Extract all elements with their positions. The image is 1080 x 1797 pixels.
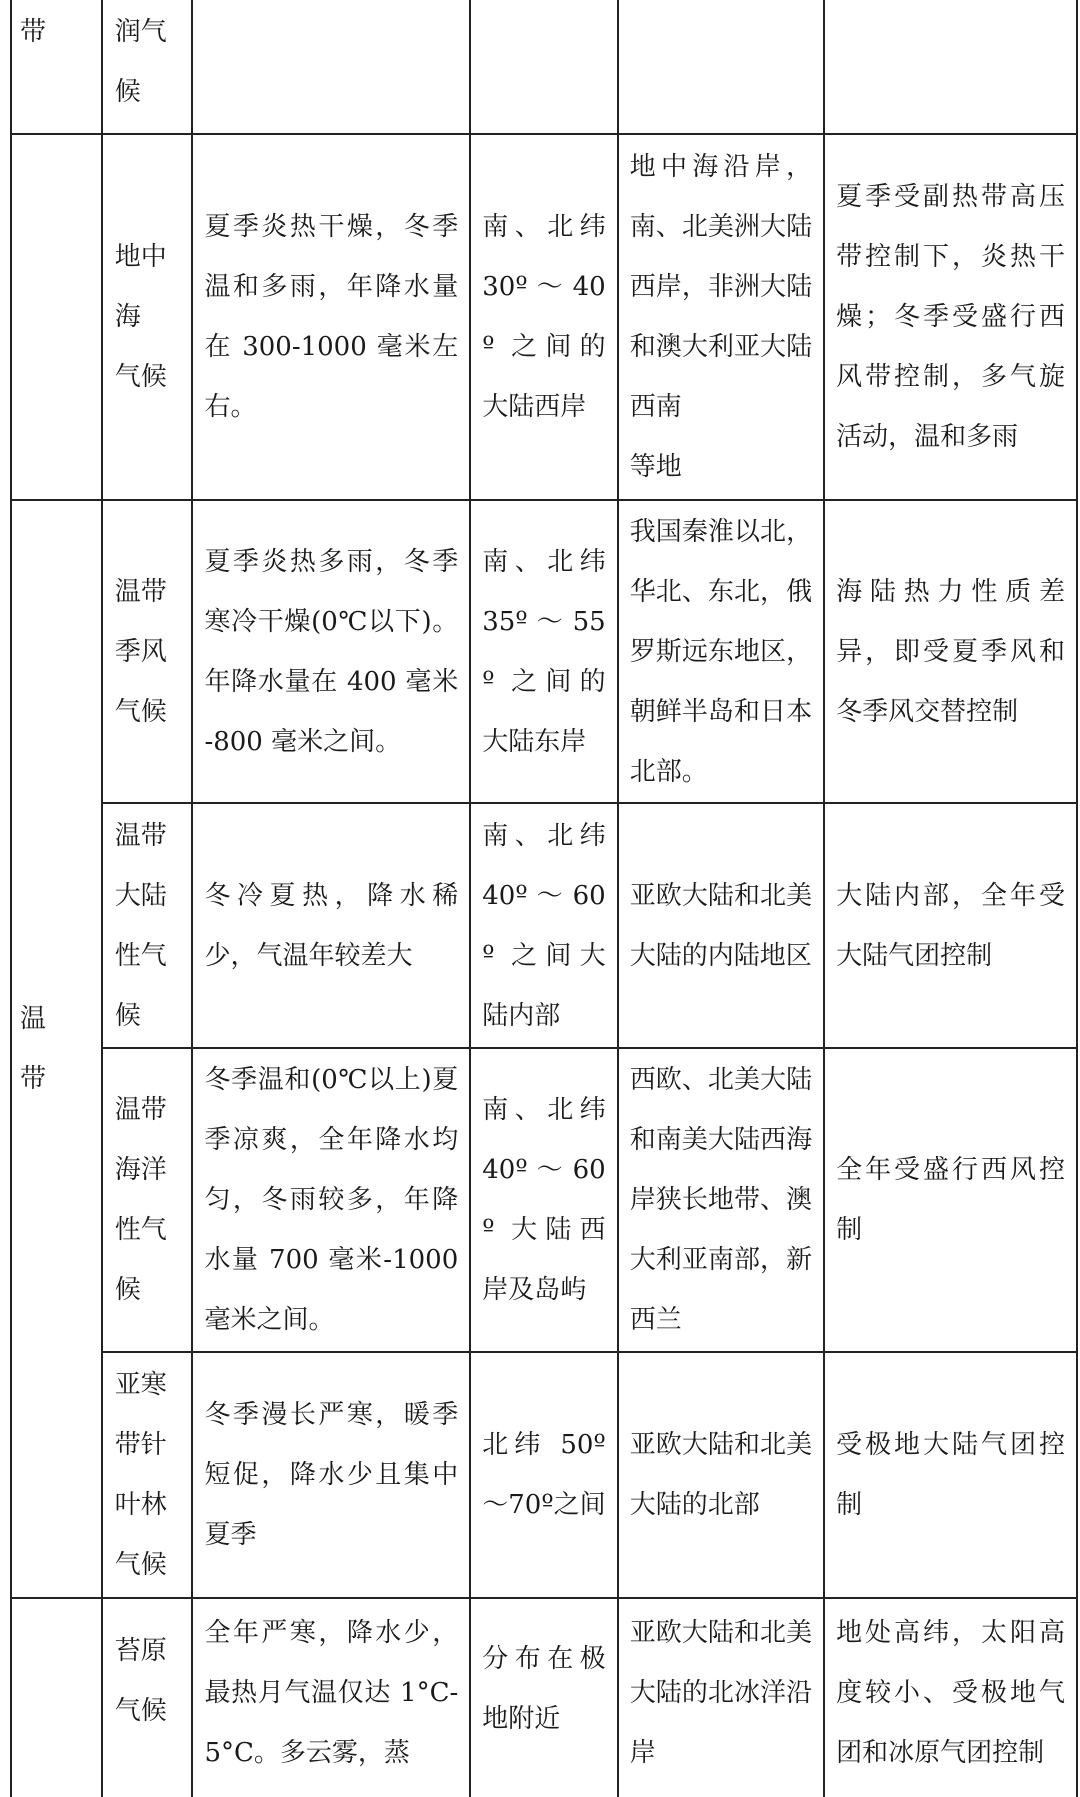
climate-name-cell: 温带 季风 气候: [102, 500, 193, 803]
features-cell: 夏季炎热多雨，冬季寒冷干燥(0℃以下)。年降水量在 400 毫米 -800 毫米之间。: [192, 500, 470, 803]
regions-cell: 我国秦淮以北，华北、东北，俄罗斯远东地区，朝鲜半岛和日本北部。: [618, 500, 824, 803]
table-row: [11, 500, 1077, 803]
climate-table: [10, 0, 1078, 1797]
climate-name-cell: 润气 候: [102, 0, 193, 134]
features-cell: [192, 0, 470, 134]
cause-cell: 受极地大陆气团控制: [824, 1352, 1077, 1598]
zone-cell: [11, 1598, 102, 1797]
zone-cell: 带: [11, 0, 102, 134]
climate-name-cell: 苔原 气候: [102, 1598, 193, 1797]
climate-name-cell: 温带 海洋 性气 候: [102, 1048, 193, 1352]
table-row: [11, 1048, 1077, 1352]
distribution-cell: 北纬 50º～70º之间: [470, 1352, 617, 1598]
regions-cell: 亚欧大陆和北美大陆的北部: [618, 1352, 824, 1598]
cause-cell: [824, 0, 1077, 134]
features-cell: 冬冷夏热，降水稀少，气温年较差大: [192, 803, 470, 1048]
regions-cell: 亚欧大陆和北美大陆的内陆地区: [618, 803, 824, 1048]
features-cell: 全年严寒，降水少，最热月气温仅达 1°C-5°C。多云雾，蒸: [192, 1598, 470, 1797]
regions-cell: 西欧、北美大陆和南美大陆西海岸狭长地带、澳大利亚南部，新西兰: [618, 1048, 824, 1352]
features-cell: 冬季温和(0℃以上)夏季凉爽，全年降水均匀，冬雨较多，年降水量 700 毫米-1000 毫米之间。: [192, 1048, 470, 1352]
distribution-cell: 南、北纬 40º ～ 60º 之间大陆内部: [470, 803, 617, 1048]
cause-cell: 大陆内部，全年受大陆气团控制: [824, 803, 1077, 1048]
table-row: [11, 1352, 1077, 1598]
regions-cell: [618, 0, 824, 134]
distribution-cell: [470, 0, 617, 134]
distribution-cell: 南、北纬 30º ～ 40º 之间的大陆西岸: [470, 134, 617, 500]
table-row: [11, 1598, 1077, 1797]
cause-cell: 全年受盛行西风控制: [824, 1048, 1077, 1352]
climate-name-cell: 亚寒 带针 叶林 气候: [102, 1352, 193, 1598]
climate-name-cell: 地中 海 气候: [102, 134, 193, 500]
distribution-cell: 南、北纬 35º ～ 55º 之间的大陆东岸: [470, 500, 617, 803]
regions-cell: 地中海沿岸，南、北美洲大陆西岸，非洲大陆和澳大利亚大陆西南 等地: [618, 134, 824, 500]
zone-cell: 温 带: [11, 500, 102, 1598]
zone-cell: [11, 134, 102, 500]
distribution-cell: 分布在极地附近: [470, 1598, 617, 1797]
distribution-cell: 南、北纬 40º ～ 60º 大陆西岸及岛屿: [470, 1048, 617, 1352]
table-row: [11, 134, 1077, 500]
cause-cell: 夏季受副热带高压带控制下，炎热干燥；冬季受盛行西风带控制，多气旋活动，温和多雨: [824, 134, 1077, 500]
cause-cell: 海陆热力性质差异，即受夏季风和冬季风交替控制: [824, 500, 1077, 803]
table-row: [11, 0, 1077, 134]
features-cell: 夏季炎热干燥，冬季温和多雨，年降水量在 300-1000 毫米左右。: [192, 134, 470, 500]
cause-cell: 地处高纬，太阳高度较小、受极地气团和冰原气团控制: [824, 1598, 1077, 1797]
climate-name-cell: 温带 大陆 性气 候: [102, 803, 193, 1048]
features-cell: 冬季漫长严寒，暖季短促，降水少且集中夏季: [192, 1352, 470, 1598]
table-row: [11, 803, 1077, 1048]
regions-cell: 亚欧大陆和北美大陆的北冰洋沿岸: [618, 1598, 824, 1797]
